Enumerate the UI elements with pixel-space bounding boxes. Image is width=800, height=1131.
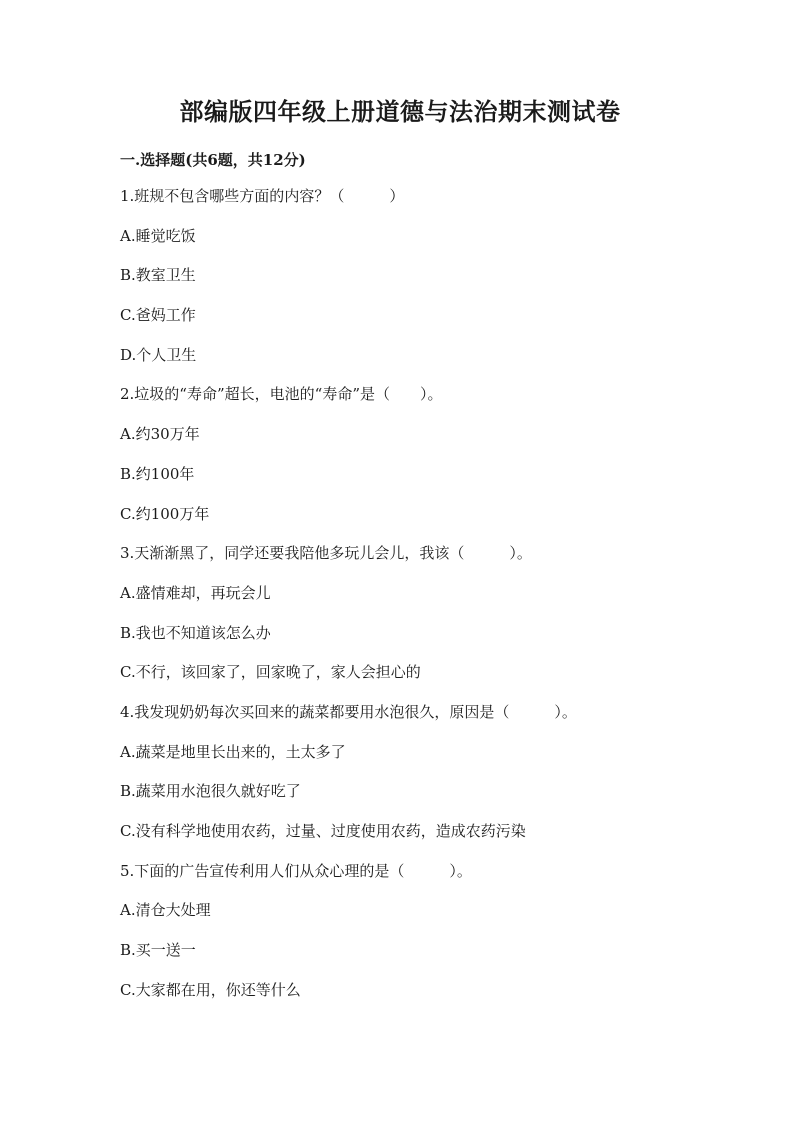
question-stem: 3.天渐渐黑了，同学还要我陪他多玩儿会儿，我该（ ）。 (120, 544, 532, 563)
question-list (120, 186, 720, 1019)
answer-option: B.教室卫生 (120, 266, 196, 285)
answer-option: A.清仓大处理 (120, 901, 211, 920)
answer-option: C.不行，该回家了，回家晚了，家人会担心的 (120, 663, 421, 682)
question-stem: 2.垃圾的“寿命”超长，电池的“寿命”是（ ）。 (120, 385, 443, 404)
answer-option: A.盛情难却，再玩会儿 (120, 583, 271, 602)
answer-option: B.约100年 (120, 464, 195, 483)
question-stem: 4.我发现奶奶每次买回来的蔬菜都要用水泡很久，原因是（ ）。 (120, 702, 577, 721)
answer-option: B.我也不知道该怎么办 (120, 623, 271, 642)
answer-option: C.爸妈工作 (120, 306, 196, 325)
section-header: 一.选择题(共6题，共12分) (120, 151, 306, 169)
answer-option: A.蔬菜是地里长出来的，土太多了 (120, 742, 346, 761)
answer-option: C.约100万年 (120, 504, 210, 523)
answer-option: C.没有科学地使用农药，过量、过度使用农药，造成农药污染 (120, 822, 526, 840)
answer-option: B.买一送一 (120, 941, 196, 960)
page-title: 部编版四年级上册道德与法治期末测试卷 (179, 97, 621, 126)
answer-option: A.睡觉吃饭 (120, 226, 196, 245)
question-stem: 1.班规不包含哪些方面的内容？（ ） (120, 187, 405, 205)
answer-option: D.个人卫生 (120, 345, 197, 364)
question-stem: 5.下面的广告宣传利用人们从众心理的是（ ）。 (120, 861, 472, 880)
answer-option: C.大家都在用，你还等什么 (120, 980, 301, 999)
answer-option: A.约30万年 (120, 425, 200, 444)
answer-option: B.蔬菜用水泡很久就好吃了 (120, 782, 301, 801)
